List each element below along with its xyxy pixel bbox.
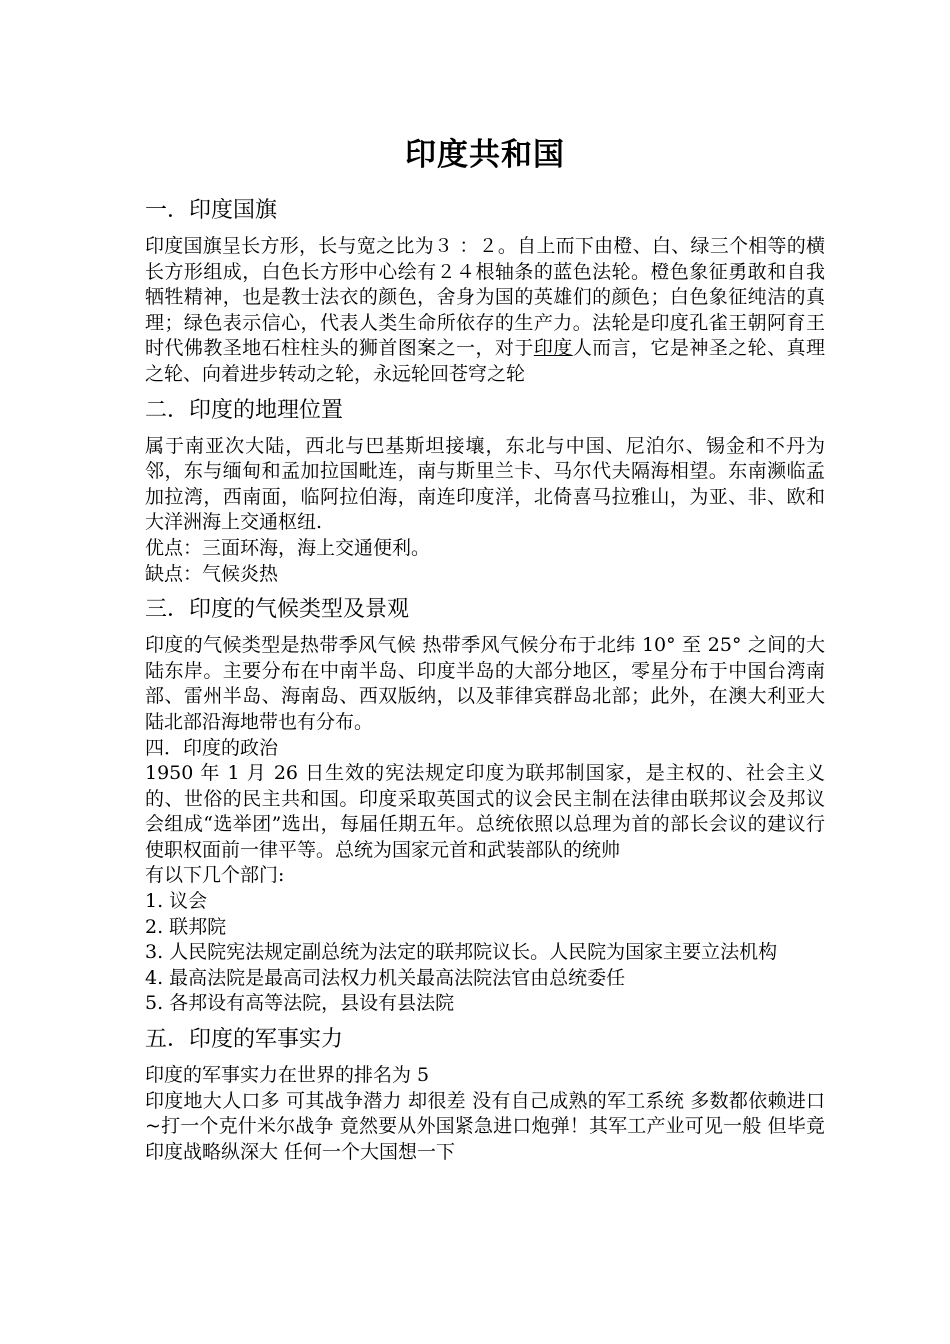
flag-paragraph [145,234,825,388]
flag-text-underlined: 印度 [533,337,573,360]
politics-paragraph: 1950 年 1 月 26 日生效的宪法规定印度为联邦制国家，是主权的、社会主义的、世俗的民主共和国。印度采取英国式的议会民主制在法律由联邦议会及邦议会组成“选举团”选出，每届任期五年。总统依照以总理为首的部长会议的建议行使职权面前一律平等。总统为国家元首和武装部队的统帅 [145,762,825,861]
military-ranking: 印度的军事实力在世界的排名为 5 [145,1064,430,1087]
section-heading-geography: 二．印度的地理位置 [145,397,344,423]
politics-item: 3. 人民院宪法规定副总统为法定的联邦院议长。人民院为国家主要立法机构 [145,941,778,964]
section-heading-politics: 四．印度的政治 [145,736,279,759]
section-heading-climate: 三．印度的气候类型及景观 [145,597,410,623]
document-page [145,120,825,1171]
section-heading-military: 五．印度的军事实力 [145,1027,344,1053]
flag-text-part1: 印度国旗呈长方形，长与宽之比为３ ：２。自上而下由橙、白、绿三个相等的横长方形组成，白色长方形中心绘有２４根轴条的蓝色法轮。橙色象征勇敢和自我牺牲精神，也是教士法衣的颜色，舍身为国的英雄们的颜色；白色象征纯洁的真理；绿色表示信心，代表人类生命所依存的生产力。法轮是印度孔雀王朝阿育王时代佛教圣地石柱柱头的狮首图案之一，对于 [145,235,825,360]
geography-disadvantage: 缺点：气候炎热 [145,562,279,585]
flag-text-part2: 人而言，它是神圣之轮、真理之轮、向着进步转动之轮，永远轮回苍穹之轮 [145,337,825,385]
climate-paragraph: 印度的气候类型是热带季风气候 热带季风气候分布于北纬 10° 至 25° 之间的大陆东岸。主要分布在中南半岛、印度半岛的大部分地区，零星分布于中国台湾南部、雷州半岛、海南岛、西双版纳，以及菲律宾群岛北部；此外，在澳大利亚大陆北部沿海地带也有分布。 [145,634,825,733]
politics-item: 1. 议会 [145,890,208,913]
section-heading-flag: 一．印度国旗 [145,198,278,223]
geography-advantage: 优点：三面环海，海上交通便利。 [145,536,431,559]
geography-paragraph: 属于南亚次大陆，西北与巴基斯坦接壤，东北与中国、尼泊尔、锡金和不丹为邻，东与缅甸和孟加拉国毗连，南与斯里兰卡、马尔代夫隔海相望。东南濒临孟加拉湾，西南面，临阿拉伯海，南连印度洋，北倚喜马拉雅山，为亚、非、欧和大洋洲海上交通枢纽. [145,434,825,534]
politics-departments-intro: 有以下几个部门: [145,864,285,887]
politics-item: 2. 联邦院 [145,915,227,938]
politics-item: 4. 最高法院是最高司法权力机关最高法院法官由总统委任 [145,966,626,989]
politics-item: 5. 各邦设有高等法院，县设有县法院 [145,992,455,1015]
document-title: 印度共和国 [405,137,565,173]
military-paragraph: 印度地大人口多 可其战争潜力 却很差 没有自己成熟的军工系统 多数都依赖进口~打一个克什米尔战争 竟然要从外国紧急进口炮弹！其军工产业可见一般 但毕竟印度战略纵深大 任何一个大国想一下 [145,1089,825,1163]
